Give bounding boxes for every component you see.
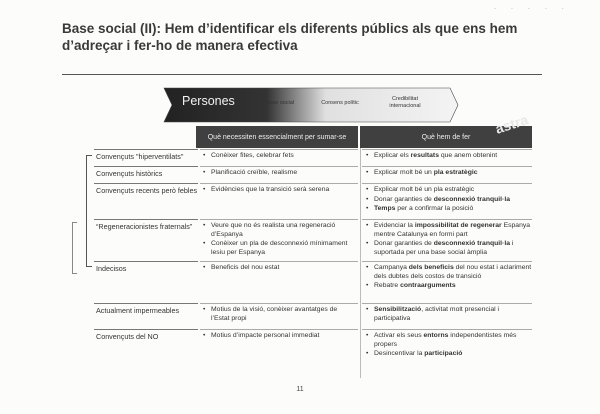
row-divider [200, 219, 358, 220]
row-divider [94, 219, 198, 220]
group-bracket [86, 155, 92, 267]
action-cell [366, 152, 532, 162]
header-marks: · · · · · [493, 4, 570, 13]
action-item: • Temps per a confirmar la posició [366, 205, 532, 214]
action-item: • Campanya dels beneficis del nou estat i aclariment dels dubtes dels costos de transició [366, 264, 532, 281]
action-cell [366, 306, 532, 324]
row-divider [200, 329, 358, 330]
action-item: • Explicar molt bé un pla estratègic [366, 186, 532, 195]
need-cell [203, 306, 357, 324]
process-steps [160, 86, 460, 124]
need-item: • Evidències que la transició serà serena [203, 186, 357, 195]
col-header-do [360, 111, 532, 148]
row-divider [94, 303, 198, 304]
action-item: • Explicar els resultats que anem obtenint [366, 152, 532, 161]
action-item: • Activar els seus entorns independentistes més propers [366, 332, 532, 349]
col-header-do-text: Què hem de fer [421, 133, 471, 141]
row-divider [362, 261, 532, 262]
need-cell [203, 169, 357, 179]
action-item: • Explicar molt bé un pla estratègic [366, 169, 532, 178]
step-consens-politic: Consens polític [321, 100, 359, 106]
need-item: • Veure que no és realista una regeneració d’Espanya [203, 222, 357, 239]
need-item: • Motius d’impacte personal immediat [203, 332, 357, 341]
action-cell [366, 222, 532, 258]
row-label: Indecisos [96, 264, 127, 273]
step-base-social: Base social [265, 100, 295, 106]
row-divider [94, 261, 198, 262]
row-label: Convençuts del NO [96, 332, 159, 341]
need-cell [203, 222, 357, 258]
row-divider [362, 329, 532, 330]
page-title: Base social (II): Hem d’identificar els diferents públics als que ens hem d’adreçar i fer-ho de manera efectiva [62, 21, 518, 53]
action-item: • Donar garanties de desconnexió tranquil·la i suportada per una base social àmplia [366, 240, 532, 257]
action-item: • Sensibilització, activitat molt presencial i participativa [366, 306, 532, 323]
need-cell [203, 332, 357, 342]
col-header-need [196, 126, 358, 148]
row-divider [362, 149, 532, 150]
action-cell [366, 186, 532, 215]
column-divider [360, 148, 361, 378]
action-item: • Desincentivar la participació [366, 350, 532, 359]
page-number: 11 [296, 386, 304, 393]
need-item: • Conèixer fites, celebrar fets [203, 152, 357, 161]
row-label: Convençuts recents però febles [96, 186, 198, 195]
col-header-need-text: Què necessiten essencialment per sumar-se [207, 133, 347, 141]
row-divider [200, 166, 358, 167]
row-divider [94, 166, 198, 167]
step-persones: Persones [182, 94, 235, 108]
need-item: • Conèixer un pla de desconnexió mínimament lesiu per Espanya [203, 240, 357, 257]
row-divider [362, 166, 532, 167]
row-divider [200, 183, 358, 184]
row-divider [362, 183, 532, 184]
action-item: • Donar garanties de desconnexió tranquil·la [366, 196, 532, 205]
row-label: Convençuts "hiperventilats" [96, 152, 184, 161]
row-divider [94, 329, 198, 330]
need-cell [203, 152, 357, 162]
need-item: • Motius de la visió, conèixer avantatges de l’Estat propi [203, 306, 357, 323]
row-divider [362, 303, 532, 304]
row-label: Convençuts històrics [96, 169, 163, 178]
row-divider [200, 303, 358, 304]
row-divider [94, 183, 198, 184]
group-bracket-small [72, 222, 77, 274]
action-item: • Evidenciar la impossibilitat de regenerar Espanya mentre Catalunya en formi part [366, 222, 532, 239]
need-cell [203, 264, 357, 274]
row-divider [362, 219, 532, 220]
need-cell [203, 186, 357, 196]
need-item: • Planificació creïble, realisme [203, 169, 357, 178]
row-divider [200, 149, 358, 150]
watermark-text: astra [492, 111, 530, 137]
row-label: Actualment impermeables [96, 306, 180, 315]
action-item: • Rebatre contraarguments [366, 282, 532, 291]
row-divider [200, 261, 358, 262]
action-cell [366, 264, 532, 292]
title-divider [62, 74, 542, 75]
row-label: “Regeneracionistes fraternals” [96, 222, 193, 231]
step-credibilitat: Credibilitat internacional [389, 96, 421, 109]
action-cell [366, 169, 532, 179]
need-item: • Beneficis del nou estat [203, 264, 357, 273]
action-cell [366, 332, 532, 360]
row-divider [94, 149, 198, 150]
